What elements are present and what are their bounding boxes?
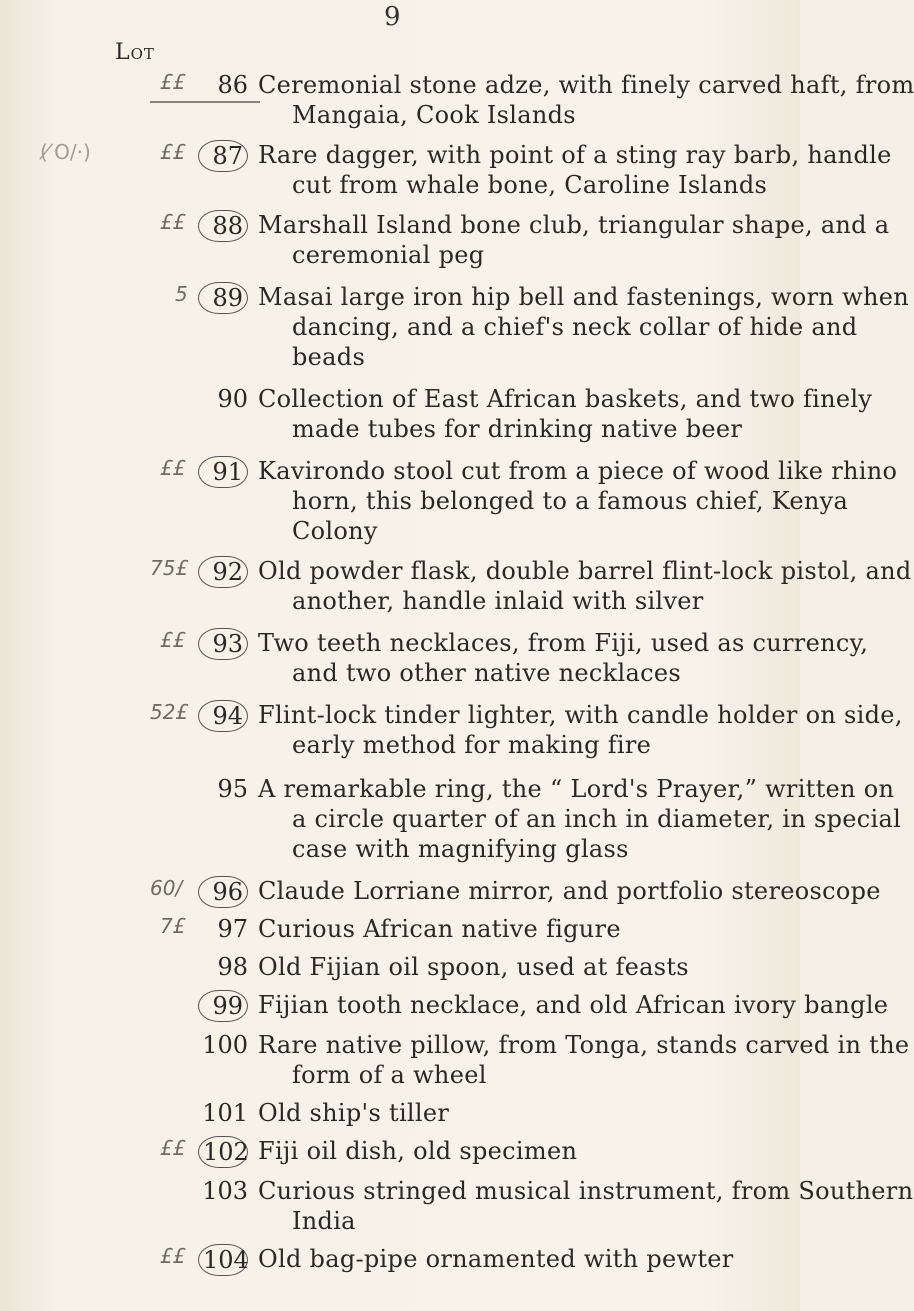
lot-description	[258, 282, 909, 372]
handwritten-annotation: ££	[160, 1136, 186, 1160]
description-line: Rare dagger, with point of a sting ray barb, handle	[258, 141, 892, 169]
description-line: Two teeth necklaces, from Fiji, used as currency,	[258, 629, 869, 657]
lot-description	[258, 628, 869, 688]
lot-description	[258, 384, 873, 444]
description-line: Old bag-pipe ornamented with pewter	[258, 1245, 734, 1273]
handwritten-annotation: ££	[160, 1244, 186, 1268]
lot-number: 98	[217, 953, 248, 981]
description-line: Old ship's tiller	[258, 1099, 450, 1127]
lot-number: 99	[198, 990, 248, 1022]
lot-number: 97	[217, 915, 248, 943]
lot-description	[258, 140, 892, 200]
lot-description	[258, 952, 758, 982]
handwritten-annotation: ££	[160, 140, 186, 164]
lot-number: 100	[202, 1031, 248, 1059]
handwritten-annotation: 75£	[150, 556, 189, 580]
lot-column-header: Lot	[115, 40, 155, 65]
description-line: horn, this belonged to a famous chief, Kenya	[292, 487, 849, 515]
description-line: Flint-lock tinder lighter, with candle holder on side,	[258, 701, 903, 729]
description-line: Curious stringed musical instrument, from Southern	[258, 1177, 914, 1205]
lot-number: 92	[198, 556, 248, 588]
lot-number: 96	[198, 876, 248, 908]
lot-number: 102	[198, 1136, 248, 1168]
description-line: Curious African native figure	[258, 915, 621, 943]
lot-number: 88	[198, 210, 248, 242]
lot-description	[258, 774, 902, 864]
lot-number: 101	[202, 1099, 248, 1127]
handwritten-annotation: 7£	[160, 914, 186, 938]
description-line: form of a wheel	[292, 1061, 487, 1089]
lot-description	[258, 1176, 914, 1236]
lot-number: 103	[202, 1177, 248, 1205]
lot-description	[258, 1030, 910, 1090]
lot-description	[258, 210, 890, 270]
description-line: Masai large iron hip bell and fastenings, worn when	[258, 283, 909, 311]
description-line: another, handle inlaid with silver	[292, 587, 704, 615]
description-line: Colony	[292, 517, 378, 545]
description-line: Fijian tooth necklace, and old African ivory bangle	[258, 991, 889, 1019]
description-line: Old powder flask, double barrel flint-lock pistol, and	[258, 557, 912, 585]
description-line: dancing, and a chief's neck collar of hide and	[292, 313, 858, 341]
lot-description	[258, 876, 881, 906]
lot-description	[258, 1098, 758, 1128]
lot-description	[258, 700, 903, 760]
lot-description	[258, 556, 912, 616]
lot-description	[258, 1136, 758, 1166]
lot-number: 94	[198, 700, 248, 732]
handwritten-annotation: 60/	[150, 876, 183, 900]
description-line: and two other native necklaces	[292, 659, 681, 687]
description-line: made tubes for drinking native beer	[292, 415, 743, 443]
description-line: Old Fijian oil spoon, used at feasts	[258, 953, 689, 981]
handwritten-annotation: ££	[160, 628, 186, 652]
description-line: Collection of East African baskets, and two finely	[258, 385, 873, 413]
lot-number: 86	[217, 71, 248, 99]
description-line: case with magnifying glass	[292, 835, 629, 863]
description-line: cut from whale bone, Caroline Islands	[292, 171, 768, 199]
description-line: Claude Lorriane mirror, and portfolio stereoscope	[258, 877, 881, 905]
handwritten-annotation: ££	[160, 456, 186, 480]
description-line: Kavirondo stool cut from a piece of wood like rhino	[258, 457, 898, 485]
pencil-underline	[150, 101, 260, 103]
lot-number: 90	[217, 385, 248, 413]
lot-description	[258, 1244, 758, 1274]
description-line: Rare native pillow, from Tonga, stands carved in the	[258, 1031, 910, 1059]
page-number: 9	[384, 2, 401, 32]
lot-number: 104	[198, 1244, 248, 1276]
lot-number: 91	[198, 456, 248, 488]
lot-description	[258, 456, 898, 546]
description-line: Mangaia, Cook Islands	[292, 101, 576, 129]
description-line: Marshall Island bone club, triangular shape, and a	[258, 211, 890, 239]
lot-description	[258, 914, 758, 944]
handwritten-annotation: ££	[160, 70, 186, 94]
lot-number: 93	[198, 628, 248, 660]
handwritten-annotation: ££	[160, 210, 186, 234]
handwritten-annotation: 52£	[150, 700, 189, 724]
lot-description	[258, 990, 889, 1020]
description-line: ceremonial peg	[292, 241, 485, 269]
description-line: A remarkable ring, the “ Lord's Prayer,” written on	[258, 775, 895, 803]
description-line: India	[292, 1207, 356, 1235]
handwritten-annotation: 5	[175, 282, 188, 306]
lot-number: 95	[217, 775, 248, 803]
lot-number: 87	[198, 140, 248, 172]
lot-number: 89	[198, 282, 248, 314]
description-line: beads	[292, 343, 366, 371]
description-line: a circle quarter of an inch in diameter, in special	[292, 805, 902, 833]
margin-mark: ( ̸O/·)	[40, 140, 91, 164]
description-line: Fiji oil dish, old specimen	[258, 1137, 578, 1165]
description-line: early method for making fire	[292, 731, 652, 759]
lot-description	[258, 70, 914, 130]
description-line: Ceremonial stone adze, with finely carved haft, from	[258, 71, 914, 99]
